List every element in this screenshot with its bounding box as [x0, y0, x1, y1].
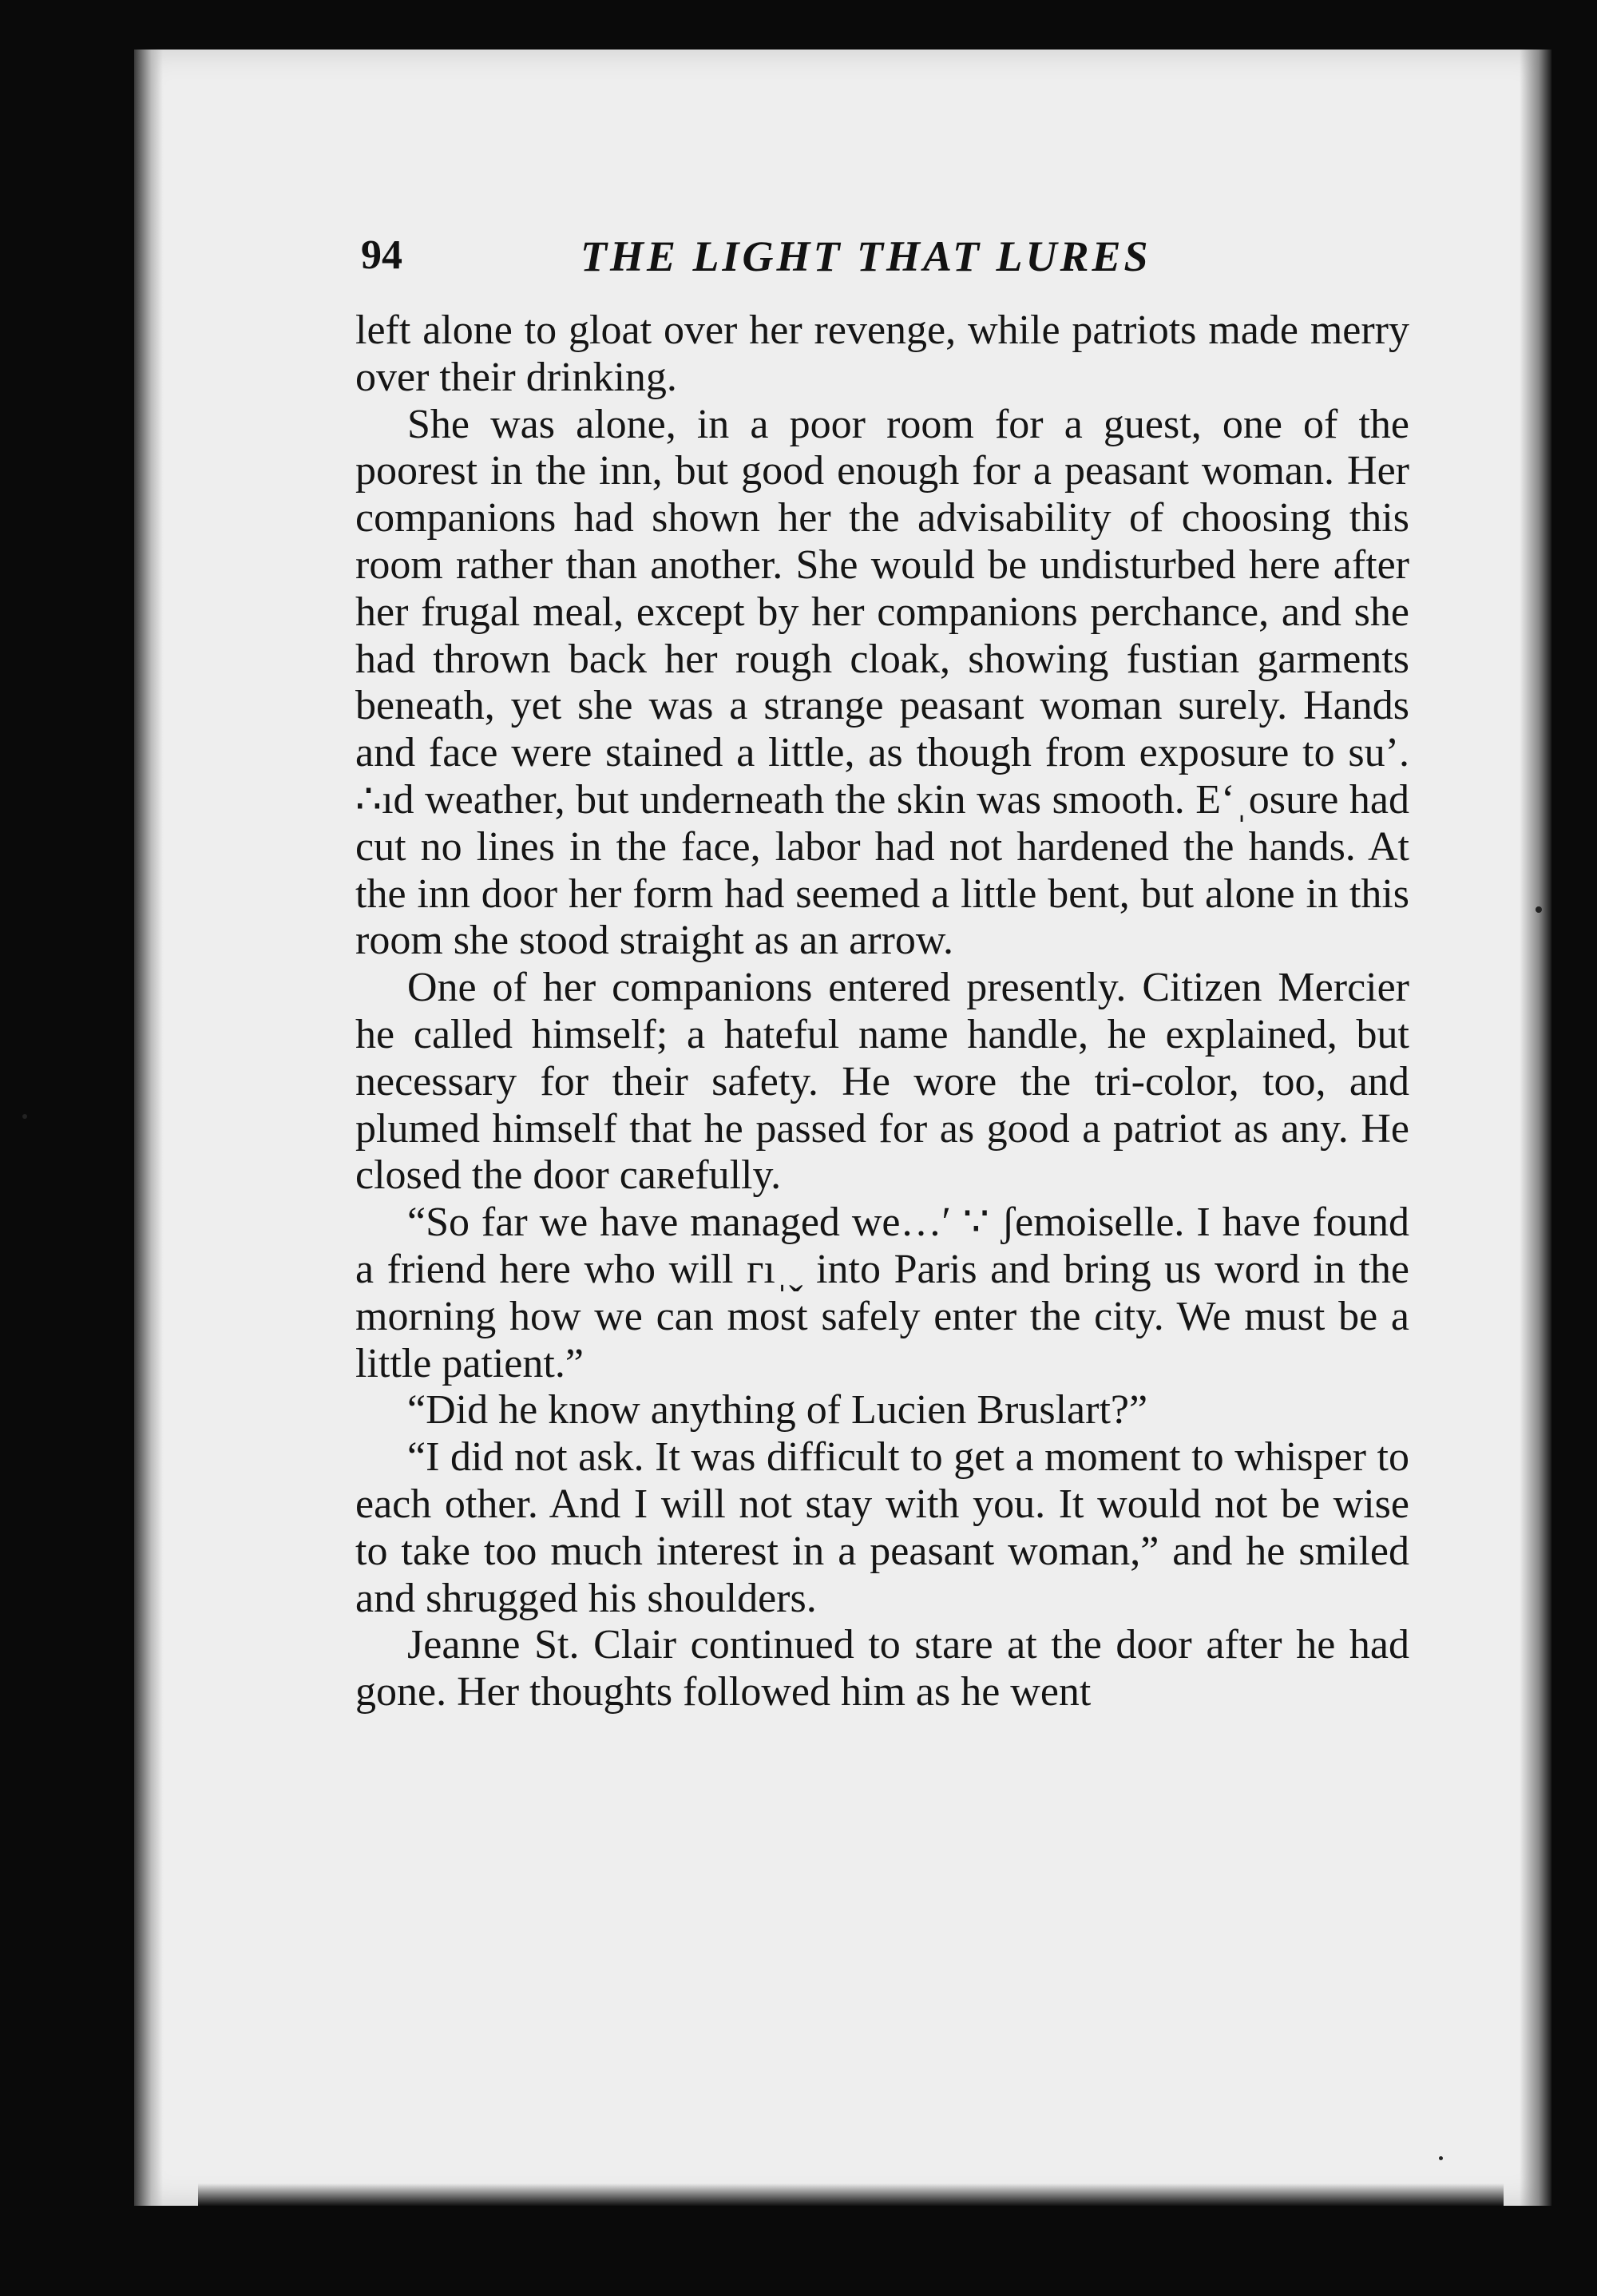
paragraph: “I did not ask. It was difficult to get a moment to whisper to each other. And I will not stay with you. It would not be wise to take too much interest in a peasant woman,” and he smiled and shrugged his shoulders.	[355, 1434, 1409, 1621]
paragraph: left alone to gloat over her revenge, while patriots made merry over their drinking.	[355, 307, 1409, 400]
paragraph: “So far we have managed we…ʹ ∵ ʃemoiselle. I have found a friend here who will гıˌˬ into Paris and bring us word in the morning how we can most safely enter the city. We must be a little patient.”	[355, 1200, 1409, 1386]
body-text	[355, 307, 1409, 1716]
page-number: 94	[361, 232, 402, 278]
scan-speck	[1439, 2156, 1443, 2160]
paragraph: One of her companions entered presently. Citizen Mercier he called himself; a hateful name handle, he explained, but necessary for their safety. He wore the tri-color, too, and plumed himself that he passed for as good a patriot as any. He closed the door caʀefully.	[355, 965, 1409, 1199]
paragraph: “Did he know anything of Lucien Bruslart?”	[407, 1387, 1148, 1434]
paragraph: She was alone, in a poor room for a guest, one of the poorest in the inn, but good enough for a peasant woman. Her companions had shown her the advisability of choosing this room rather than another. She would be undisturbed here after her frugal meal, except by her companions perchance, and she had thrown back her rough cloak, showing fustian garments beneath, yet she was a strange peasant woman surely. Hands and face were stained a little, as though from exposure to su’. ∴ıd weather, but underneath the skin was smooth. E‘ˌosure had cut no lines in the face, labor had not hardened the hands. At the inn door her form had seemed a little bent, but alone in this room she stood straight as an arrow.	[355, 401, 1409, 964]
paragraph: Jeanne St. Clair continued to stare at the door after he had gone. Her thoughts followed him as he went	[355, 1622, 1409, 1715]
running-title: THE LIGHT THAT LURES	[581, 232, 1151, 280]
page-bottom-edge	[198, 2183, 1504, 2206]
scan-speck	[22, 1114, 27, 1119]
running-head	[361, 232, 1439, 287]
scan-speck	[1536, 906, 1542, 913]
